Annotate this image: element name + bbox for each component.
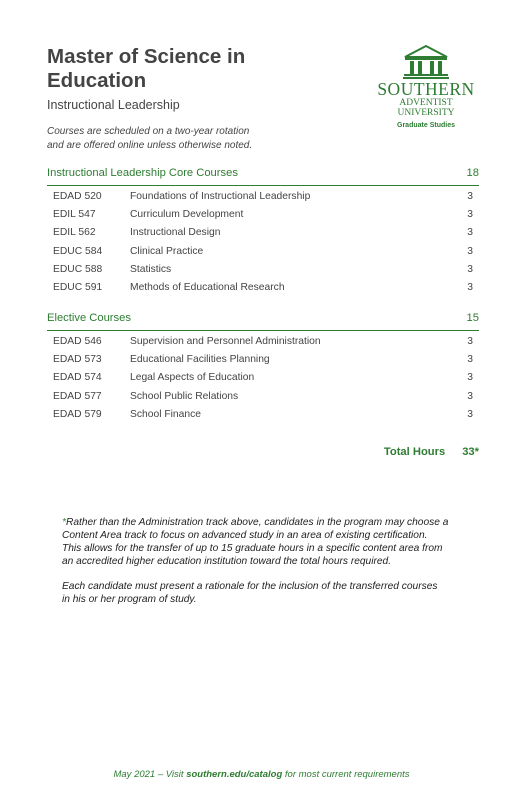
course-name: School Public Relations: [130, 390, 239, 402]
course-name: Foundations of Instructional Leadership: [130, 190, 311, 202]
core-section-header: [47, 167, 479, 186]
footnote-line: in his or her program of study.: [62, 594, 197, 605]
core-courses-section: [47, 167, 479, 297]
elective-section-title: Elective Courses: [47, 312, 131, 324]
footnote-line: Rather than the Administration track above, candidates in the program may choose a: [65, 517, 449, 528]
total-hours: [370, 446, 479, 458]
course-credits: 3: [467, 208, 473, 220]
course-credits: 3: [467, 263, 473, 275]
course-code: EDUC 591: [53, 282, 103, 294]
course-row: [47, 387, 479, 405]
page-title: Master of Science in Education: [47, 45, 246, 92]
total-hours-label: Total Hours: [383, 446, 446, 458]
course-row: [47, 278, 479, 296]
footnote-line: Content Area track to focus on advanced study in an area of existing certification.: [62, 530, 428, 541]
elective-section-header: [47, 312, 479, 331]
course-name: Statistics: [130, 263, 172, 275]
catalog-link[interactable]: southern.edu/catalog: [186, 769, 283, 780]
course-row: [47, 224, 479, 242]
course-row: [47, 405, 479, 423]
course-row: [47, 187, 479, 205]
footnote-line: Each candidate must present a rationale for the inclusion of the transferred courses: [62, 581, 438, 592]
footer-suffix: for most current requirements: [282, 769, 410, 780]
footnote-paragraph: [62, 516, 474, 568]
course-row: [47, 332, 479, 350]
course-name: School Finance: [130, 408, 201, 420]
course-credits: 3: [467, 190, 473, 202]
footnote-line: an accredited higher education institution toward the total hours required.: [62, 556, 392, 567]
core-section-title: Instructional Leadership Core Courses: [47, 167, 238, 179]
course-credits: 3: [467, 372, 473, 384]
program-subtitle: Instructional Leadership: [47, 98, 180, 112]
course-code: EDIL 562: [53, 227, 96, 239]
schedule-note-line: Courses are scheduled on a two-year rotation: [47, 126, 250, 137]
elective-section-hours: 15: [466, 312, 479, 324]
footnote-line: This allows for the transfer of up to 15 graduate hours in a specific content area from: [62, 543, 443, 554]
course-code: EDAD 579: [53, 408, 102, 420]
page-footer: [0, 769, 523, 780]
logo-university-name: ADVENTIST UNIVERSITY: [397, 98, 455, 118]
footnote-asterisk: *: [62, 517, 66, 528]
footer-prefix: May 2021 – Visit: [113, 769, 187, 780]
course-code: EDAD 577: [53, 390, 102, 402]
course-row: [47, 369, 479, 387]
course-credits: 3: [467, 390, 473, 402]
schedule-note: [47, 125, 252, 152]
course-code: EDAD 573: [53, 353, 102, 365]
course-code: EDAD 574: [53, 372, 102, 384]
schedule-note-line: and are offered online unless otherwise noted.: [47, 139, 253, 151]
core-section-hours: 18: [466, 167, 479, 179]
course-row: [47, 350, 479, 368]
core-course-list: [47, 187, 479, 297]
course-code: EDUC 584: [53, 245, 103, 257]
course-credits: 3: [467, 408, 473, 420]
course-code: EDIL 547: [53, 208, 96, 220]
course-credits: 3: [467, 353, 473, 365]
university-logo: [370, 45, 482, 129]
logo-wordmark: SOUTHERN: [377, 79, 475, 99]
course-code: EDAD 546: [53, 335, 102, 347]
course-credits: 3: [467, 282, 473, 294]
elective-course-list: [47, 332, 479, 423]
total-hours-value: 33*: [462, 446, 479, 458]
course-code: EDUC 588: [53, 263, 103, 275]
course-name: Clinical Practice: [130, 245, 204, 257]
course-row: [47, 260, 479, 278]
course-credits: 3: [467, 227, 473, 239]
course-name: Legal Aspects of Education: [130, 372, 255, 384]
course-credits: 3: [467, 245, 473, 257]
course-row: [47, 242, 479, 260]
course-code: EDAD 520: [53, 190, 102, 202]
course-credits: 3: [467, 335, 473, 347]
footnote-paragraph: [62, 580, 474, 606]
course-name: Instructional Design: [130, 227, 221, 239]
course-row: [47, 205, 479, 223]
course-name: Methods of Educational Research: [130, 282, 285, 294]
columns-building-icon: [403, 45, 449, 79]
course-name: Curriculum Development: [130, 208, 244, 220]
course-name: Educational Facilities Planning: [130, 353, 270, 365]
elective-courses-section: [47, 312, 479, 423]
logo-graduate-studies: Graduate Studies: [397, 122, 455, 129]
footnote: [62, 516, 474, 618]
course-name: Supervision and Personnel Administration: [130, 335, 321, 347]
